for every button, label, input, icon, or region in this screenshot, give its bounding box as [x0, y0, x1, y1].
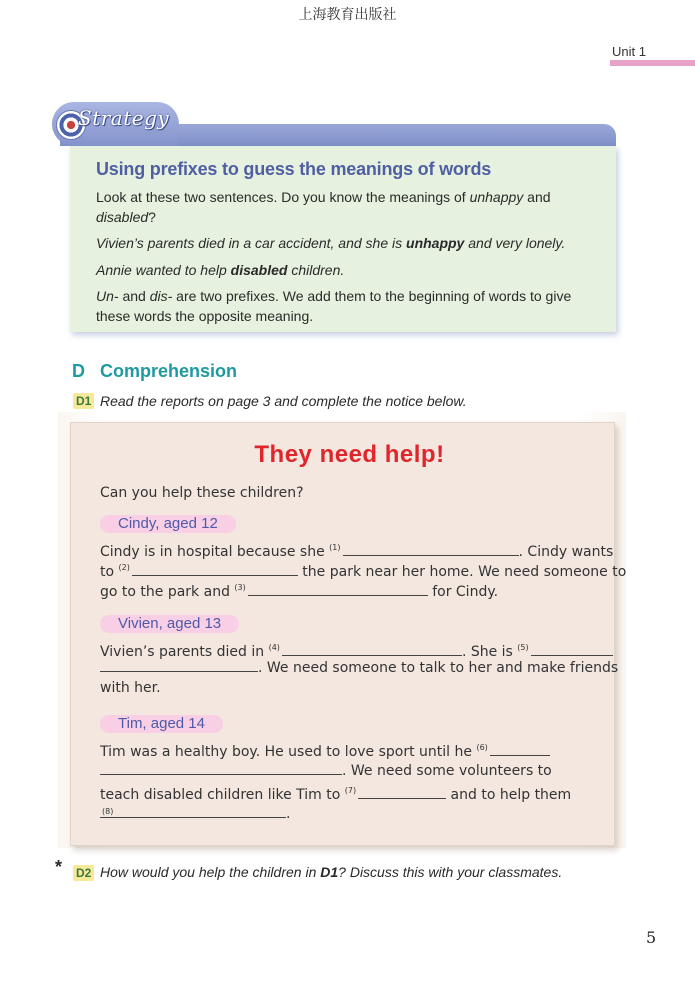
cindy-line-1: Cindy is in hospital because she $^{(1)}$ . Cindy wants — [100, 543, 614, 560]
tim-line-1: Tim was a healthy boy. He used to love sport until he $^{(6)}$ — [100, 738, 550, 762]
cindy-line-3: go to the park and $^{(3)}$ for Cindy. — [100, 583, 499, 600]
optional-star: * — [55, 857, 63, 877]
child-name-tag-cindy: Cindy, aged 12 — [100, 515, 236, 533]
d1-badge: D1 — [73, 393, 94, 409]
vivien-line-2: . We need someone to talk to her and make friends — [100, 658, 618, 678]
vivien-line-3: with her. — [100, 680, 161, 696]
blank-7[interactable] — [358, 785, 446, 799]
blank-6[interactable] — [490, 742, 550, 756]
blank-3[interactable] — [248, 582, 428, 596]
tim-line-4: (8) . — [100, 804, 290, 824]
blank-5-cont[interactable] — [100, 658, 258, 672]
tim-line-2: . We need some volunteers to — [100, 761, 552, 781]
publisher-header: 上海教育出版社 — [298, 7, 397, 23]
cindy-line-2: to $^{(2)}$ the park near her home. We need someone to — [100, 563, 627, 580]
tim-line-3: teach disabled children like Tim to $^{(7)}$ and to help them — [100, 786, 572, 803]
unit-bar — [610, 60, 695, 66]
blank-4[interactable] — [282, 642, 462, 656]
blank-number-3: (3) — [234, 583, 246, 592]
section-letter: D — [72, 361, 85, 381]
strategy-rule: Un- and dis- are two prefixes. We add them to the beginning of words to give these words the opposite meaning. — [96, 288, 572, 324]
strategy-title: Using prefixes to guess the meanings of words — [96, 159, 492, 179]
vivien-line-1: Vivien’s parents died in $^{(4)}$ . She is $^{(5)}$ — [100, 638, 613, 662]
blank-number-1: (1) — [329, 543, 341, 552]
blank-number-4: (4) — [268, 643, 280, 652]
blank-2[interactable] — [132, 562, 298, 576]
blank-number-6: (6) — [476, 743, 488, 752]
blank-number-8: (8) — [102, 807, 114, 816]
blank-5[interactable] — [531, 642, 613, 656]
strategy-example-1: Vivien’s parents died in a car accident, and she is unhappy and very lonely. — [96, 235, 566, 251]
d2-badge: D2 — [73, 865, 94, 881]
d1-instruction: Read the reports on page 3 and complete the notice below. — [100, 393, 467, 409]
strategy-example-2: Annie wanted to help disabled children. — [96, 262, 345, 278]
notice-title: They need help! — [254, 441, 445, 468]
d2-instruction: How would you help the children in D1? Discuss this with your classmates. — [100, 864, 563, 880]
child-name-tag-tim: Tim, aged 14 — [100, 715, 223, 733]
notice-intro: Can you help these children? — [100, 485, 304, 501]
unit-label: Unit 1 — [612, 44, 646, 59]
blank-number-2: (2) — [118, 563, 130, 572]
page-number: 5 — [646, 928, 657, 947]
blank-6-cont[interactable] — [100, 761, 342, 775]
strategy-tab-label: Strategy — [78, 106, 170, 130]
blank-number-5: (5) — [517, 643, 529, 652]
section-title: Comprehension — [100, 361, 238, 381]
blank-8[interactable] — [100, 804, 286, 818]
child-name-tag-vivien: Vivien, aged 13 — [100, 615, 239, 633]
blank-number-7: (7) — [344, 786, 357, 795]
strategy-intro: Look at these two sentences. Do you know the meanings of unhappy and disabled? — [96, 189, 551, 225]
blank-1[interactable] — [343, 542, 519, 556]
